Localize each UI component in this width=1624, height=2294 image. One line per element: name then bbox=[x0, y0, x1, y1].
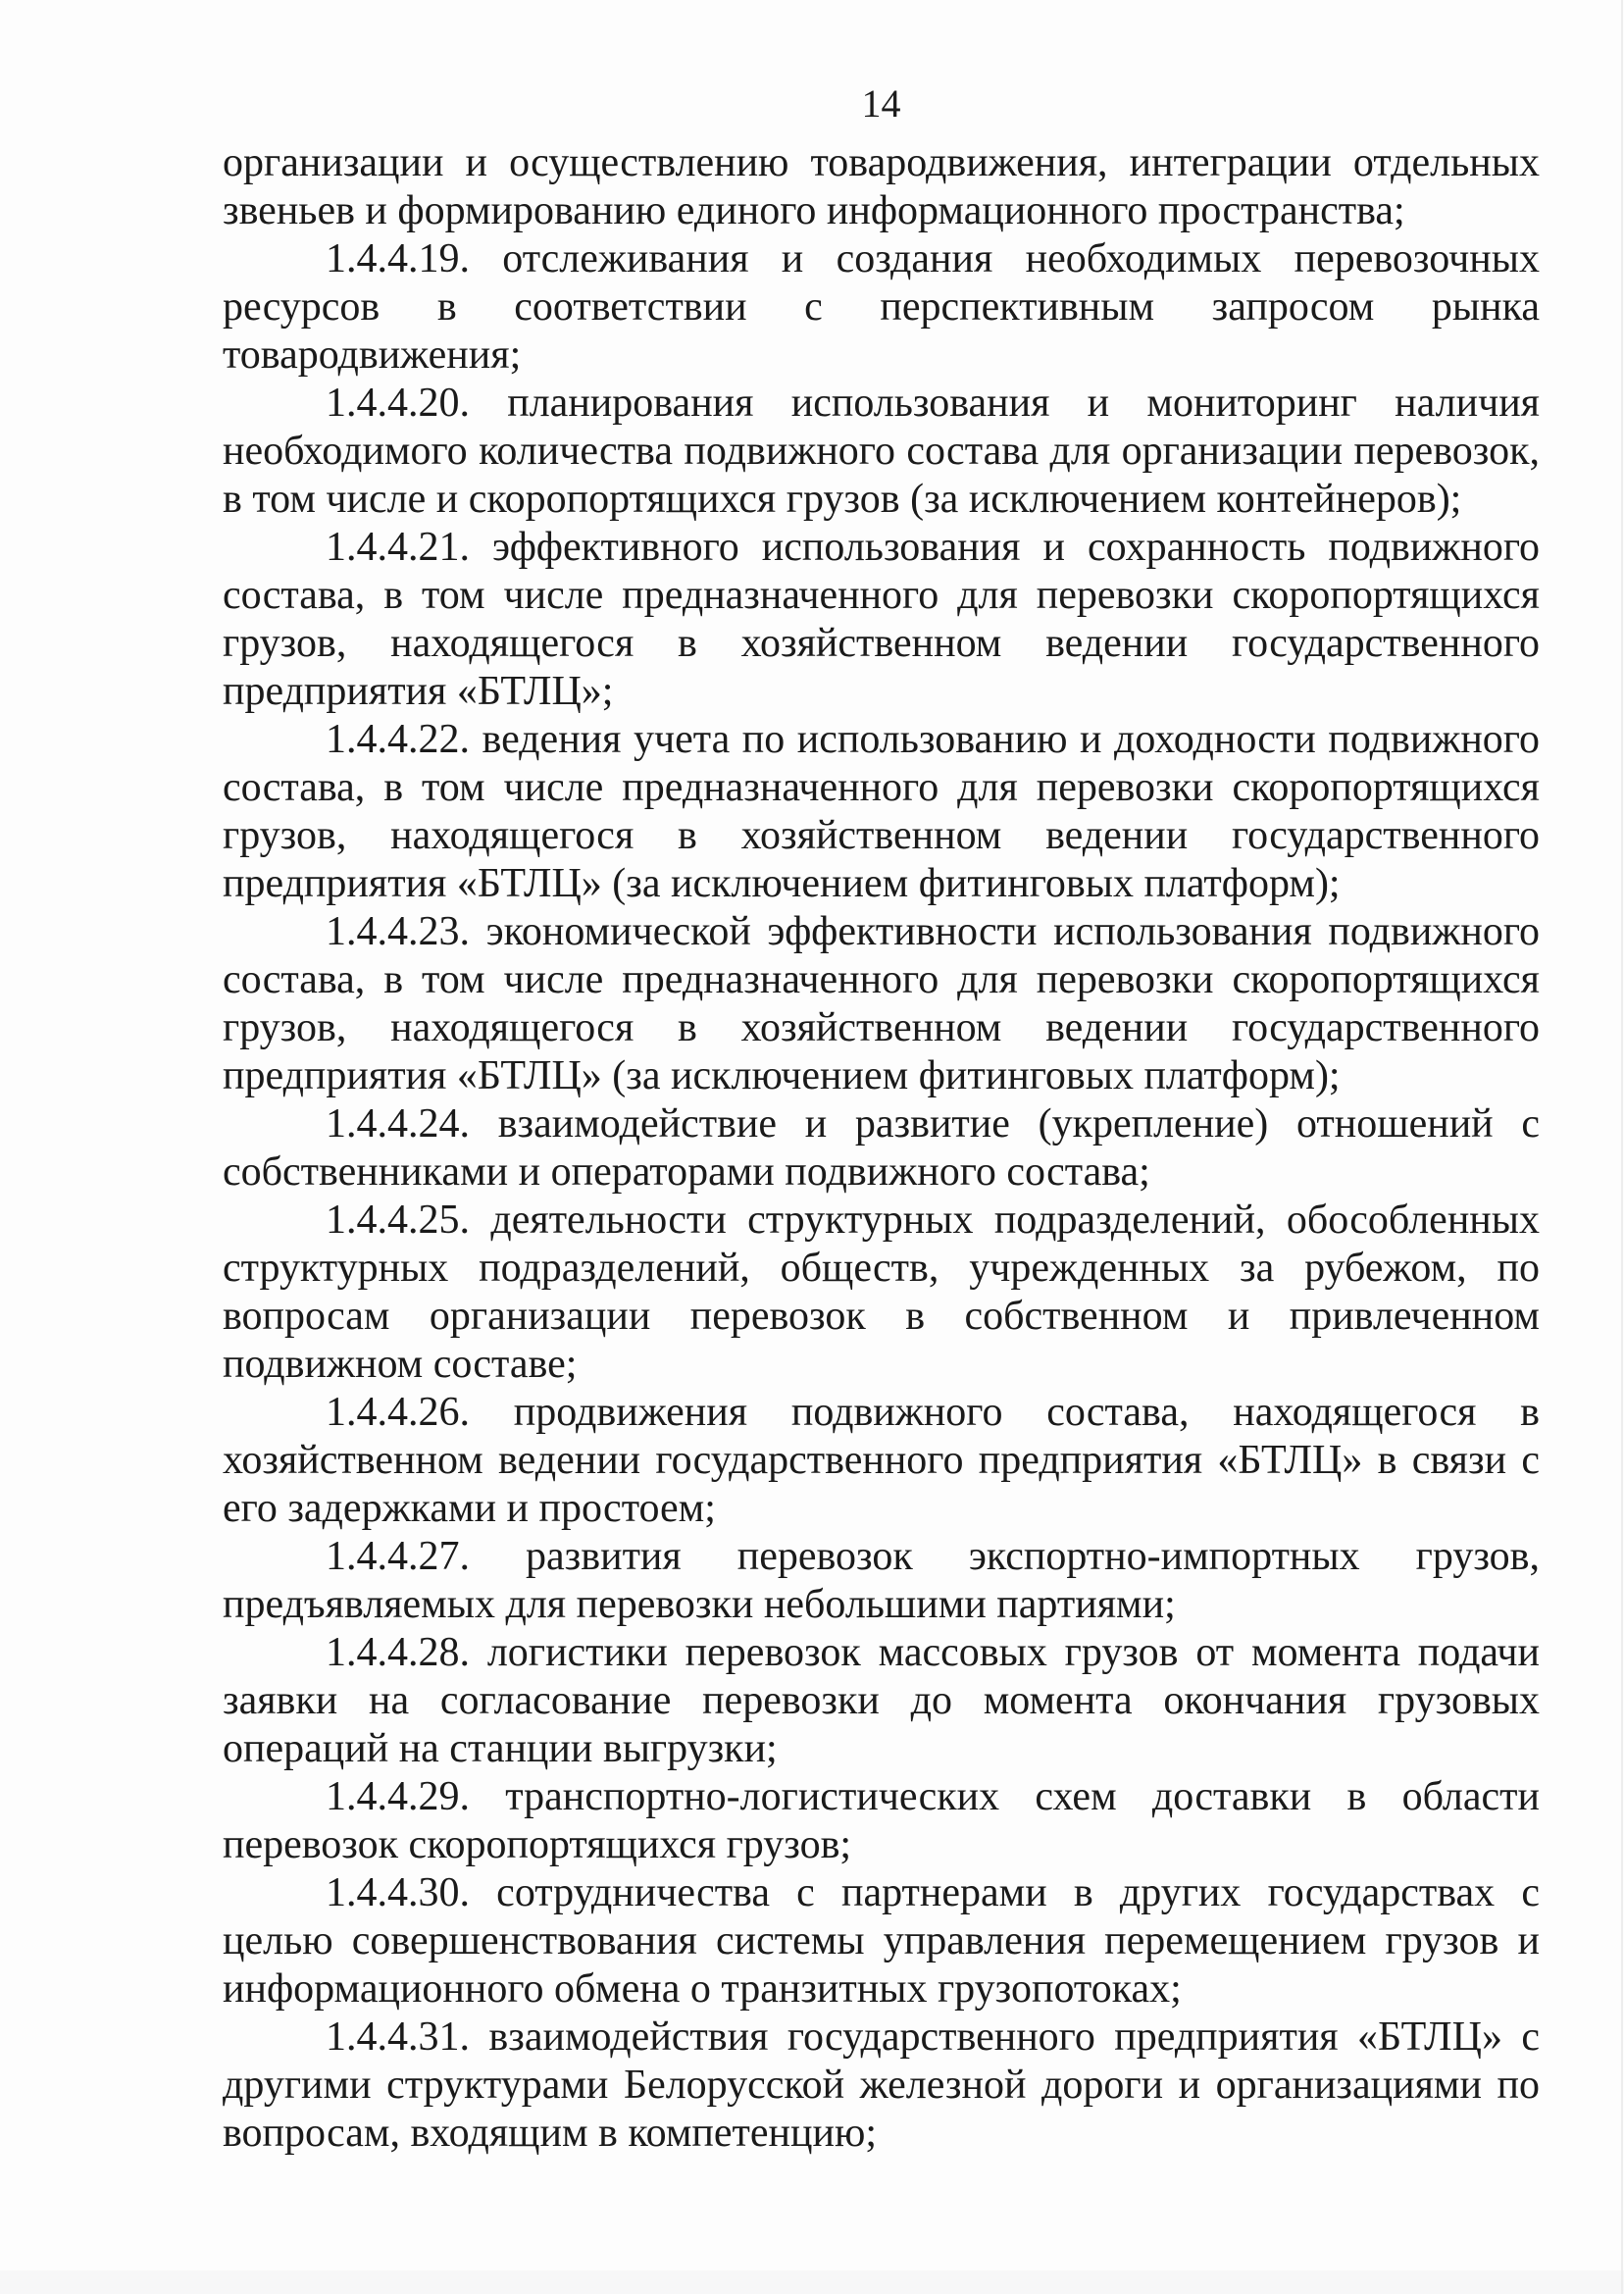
paragraph-1-4-4-28: 1.4.4.28. логистики перевозок массовых грузов от момента подачи заявки на согласование перевозки до момента окончания грузовых операций на станции выгрузки; bbox=[223, 1630, 1540, 1771]
paragraph-1-4-4-30: 1.4.4.30. сотрудничества с партнерами в других государствах с целью совершенствования системы управления перемещением грузов и информационного обмена о транзитных грузопотоках; bbox=[223, 1870, 1540, 2012]
paragraph-1-4-4-19: 1.4.4.19. отслеживания и создания необходимых перевозочных ресурсов в соответствии с перспективным запросом рынка товародвижения; bbox=[223, 236, 1540, 378]
paragraph-1-4-4-21: 1.4.4.21. эффективного использования и сохранность подвижного состава, в том числе предназначенного для перевозки скоропортящихся грузов, находящегося в хозяйственном ведении государственного предприятия «БТЛЦ»; bbox=[223, 525, 1540, 714]
paragraph-continuation: организации и осуществлению товародвижения, интеграции отдельных звеньев и формированию единого информационного пространства; bbox=[223, 140, 1540, 233]
paragraph-1-4-4-25: 1.4.4.25. деятельности структурных подразделений, обособленных структурных подразделений, обществ, учрежденных за рубежом, по вопросам организации перевозок в собственном и привлеченном подвижном составе; bbox=[223, 1198, 1540, 1387]
paragraph-1-4-4-23: 1.4.4.23. экономической эффективности использования подвижного состава, в том числе предназначенного для перевозки скоропортящихся грузов, находящегося в хозяйственном ведении государственного предприятия «БТЛЦ» (за исключением фитинговых платформ); bbox=[223, 909, 1540, 1098]
paragraph-1-4-4-29: 1.4.4.29. транспортно-логистических схем доставки в области перевозок скоропортящихся грузов; bbox=[223, 1774, 1540, 1867]
scan-artifact-right-edge bbox=[1621, 0, 1623, 2294]
page-number: 14 bbox=[861, 81, 901, 126]
paragraph-1-4-4-22: 1.4.4.22. ведения учета по использованию и доходности подвижного состава, в том числе предназначенного для перевозки скоропортящихся грузов, находящегося в хозяйственном ведении государственного предприятия «БТЛЦ» (за исключением фитинговых платформ); bbox=[223, 717, 1540, 906]
scan-artifact-bottom-band bbox=[0, 2270, 1624, 2294]
document-body bbox=[223, 139, 1540, 2158]
paragraph-1-4-4-20: 1.4.4.20. планирования использования и мониторинг наличия необходимого количества подвижного состава для организации перевозок, в том числе и скоропортящихся грузов (за исключением контейнеров); bbox=[223, 381, 1540, 522]
paragraph-1-4-4-26: 1.4.4.26. продвижения подвижного состава, находящегося в хозяйственном ведении государственного предприятия «БТЛЦ» в связи с его задержками и простоем; bbox=[223, 1390, 1540, 1531]
paragraph-1-4-4-24: 1.4.4.24. взаимодействие и развитие (укрепление) отношений с собственниками и операторами подвижного состава; bbox=[223, 1101, 1540, 1195]
paragraph-1-4-4-31: 1.4.4.31. взаимодействия государственного предприятия «БТЛЦ» с другими структурами Белорусской железной дороги и организациями по вопросам, входящим в компетенцию; bbox=[223, 2014, 1540, 2156]
paragraph-1-4-4-27: 1.4.4.27. развития перевозок экспортно-импортных грузов, предъявляемых для перевозки небольшими партиями; bbox=[223, 1534, 1540, 1627]
